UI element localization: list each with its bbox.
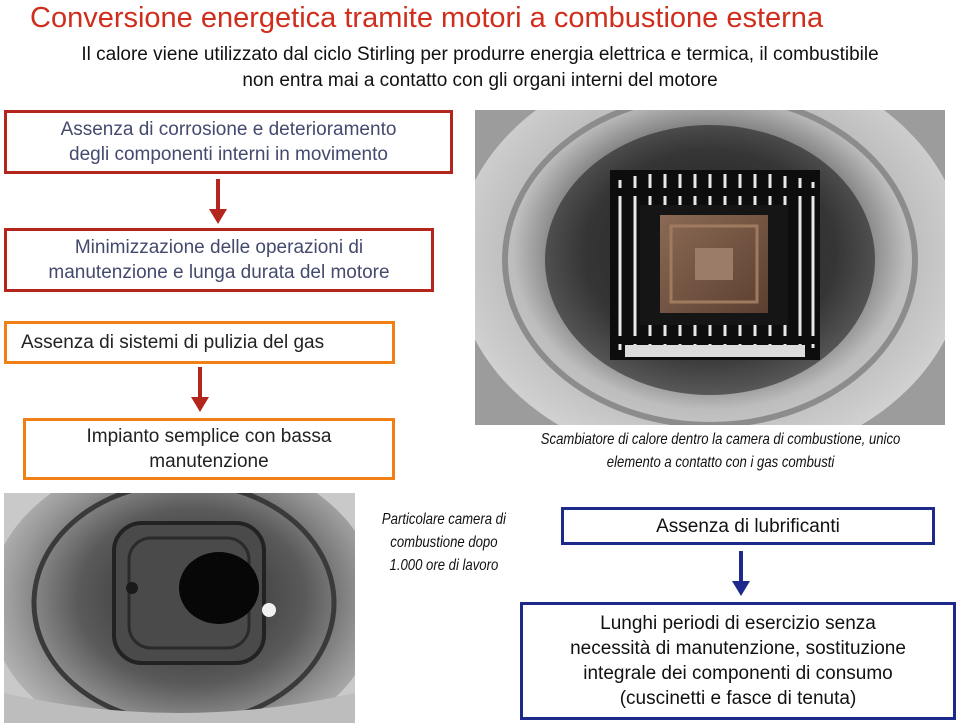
heat-exchanger-caption [493,428,948,474]
arrow-down-icon [729,551,753,597]
heat-exchanger-photo [475,110,945,425]
slide-subtitle [10,42,950,94]
chamber-caption-line-3: 1.000 ore di lavoro [389,557,499,574]
combustion-chamber-image [4,493,355,723]
long-service-box [520,602,956,720]
corrosion-line-1: Assenza di corrosione e deterioramento [60,119,397,140]
maintenance-line-2: manutenzione e lunga durata del motore [48,262,390,283]
chamber-caption-line-1: Particolare camera di [381,511,506,528]
arrow-down-icon [206,179,230,225]
heat-exchanger-caption-line-2: elemento a contatto con i gas combusti [606,454,835,471]
long-service-line-2: necessità di manutenzione, sostituzione [570,638,906,659]
lubricants-text: Assenza di lubrificanti [656,515,840,537]
heat-exchanger-image [475,110,945,425]
heat-exchanger-caption-line-1: Scambiatore di calore dentro la camera di combustione, unico [540,431,901,448]
chamber-caption [366,508,522,577]
chamber-caption-line-2: combustione dopo [390,534,498,551]
corrosion-line-2: degli componenti interni in movimento [69,144,388,165]
maintenance-line-1: Minimizzazione delle operazioni di [74,237,364,258]
subtitle-line-1: Il calore viene utilizzato dal ciclo Stirling per produrre energia elettrica e termica, il combustibile [81,44,879,65]
maintenance-box [4,228,434,292]
long-service-line-1: Lunghi periodi di esercizio senza [600,613,876,634]
simple-plant-box [23,418,395,480]
gas-cleaning-text: Assenza di sistemi di pulizia del gas [21,332,325,353]
corrosion-box [4,110,453,174]
combustion-chamber-photo [4,493,355,723]
long-service-line-4: (cuscinetti e fasce di tenuta) [619,688,857,709]
long-service-line-3: integrale dei componenti di consumo [583,663,893,684]
simple-plant-line-2: manutenzione [149,451,269,472]
gas-cleaning-box [4,321,395,364]
simple-plant-line-1: Impianto semplice con bassa [86,426,332,447]
lubricants-box [561,507,935,545]
arrow-down-icon [188,367,212,413]
subtitle-line-2: non entra mai a contatto con gli organi interni del motore [242,70,718,91]
slide-title: Conversione energetica tramite motori a combustione esterna [30,2,824,34]
